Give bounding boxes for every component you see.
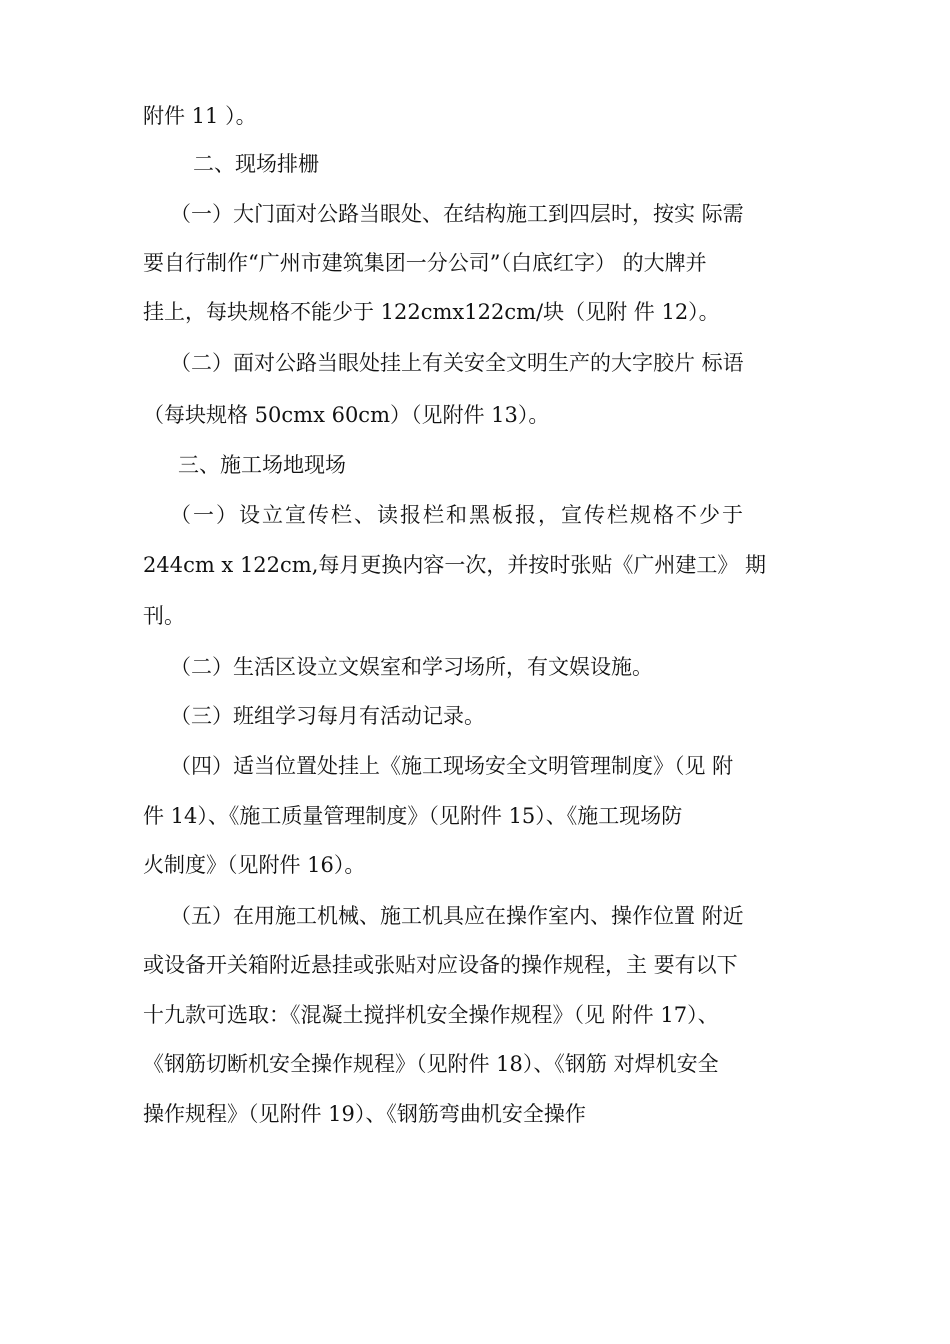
text-line-13: （三）班组学习每月有活动记录。 xyxy=(170,704,485,728)
text-line-17: （五）在用施工机械、施工机具应在操作室内、操作位置 附近 xyxy=(170,904,744,928)
text-line-10: 244cm x 122cm,每月更换内容一次，并按时张贴《广州建工》 期 xyxy=(143,553,767,577)
section-heading-2: 二、现场排栅 xyxy=(193,152,319,176)
text-line-6: （二）面对公路当眼处挂上有关安全文明生产的大字胶片 标语 xyxy=(170,351,744,375)
text-line-4: 要自行制作“广州市建筑集团一分公司”（白底红字） 的大牌并 xyxy=(143,251,707,275)
section-heading-3: 三、施工场地现场 xyxy=(178,453,346,477)
text-line-14: （四）适当位置处挂上《施工现场安全文明管理制度》（见 附 xyxy=(170,754,734,778)
text-line-18: 或设备开关箱附近悬挂或张贴对应设备的操作规程，主 要有以下 xyxy=(143,953,738,977)
text-line-12: （二）生活区设立文娱室和学习场所，有文娱设施。 xyxy=(170,655,653,679)
text-line-20: 《钢筋切断机安全操作规程》（见附件 18）、《钢筋 对焊机安全 xyxy=(143,1052,719,1076)
text-line-9: （一）设立宣传栏、读报栏和黑板报，宣传栏规格不少于 xyxy=(170,503,745,527)
text-line-11: 刊。 xyxy=(143,604,185,628)
text-line-15: 件 14）、《施工质量管理制度》（见附件 15）、《施工现场防 xyxy=(143,804,683,828)
text-line-5: 挂上，每块规格不能少于 122cmx122cm/块（见附 件 12）。 xyxy=(143,300,720,324)
text-line-7: （每块规格 50cmx 60cm）（见附件 13）。 xyxy=(143,403,550,427)
text-line-1: 附件 11 ）。 xyxy=(143,104,257,128)
text-line-3: （一）大门面对公路当眼处、在结构施工到四层时，按实 际需 xyxy=(170,202,744,226)
text-line-19: 十九款可选取：《混凝土搅拌机安全操作规程》（见 附件 17）、 xyxy=(143,1003,719,1027)
text-line-16: 火制度》（见附件 16）。 xyxy=(143,853,366,877)
text-line-21: 操作规程》（见附件 19）、《钢筋弯曲机安全操作 xyxy=(143,1102,586,1126)
